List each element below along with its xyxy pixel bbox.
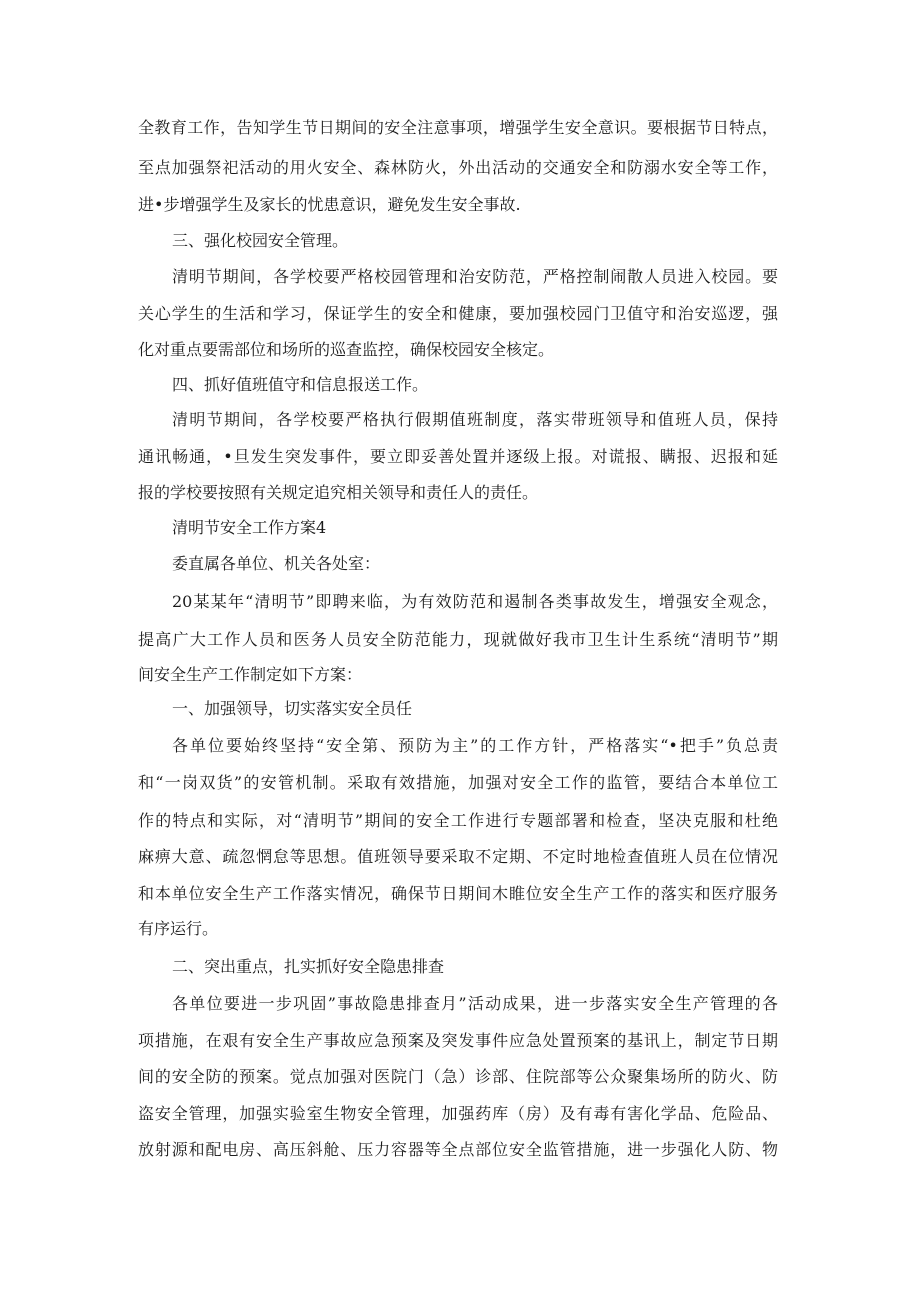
text-line: 间安全生产工作制定如下方案： [138, 665, 363, 684]
text-line: 麻痹大意、疏忽惘怠等思想。值班领导要采取不定期、不定时地检查值班人员在位情况 [138, 847, 778, 866]
document-title: 清明节安全工作方案4 [172, 518, 327, 537]
section-heading: 一、加强领导，切实落实安全员任 [172, 699, 413, 718]
text-line: 放射源和配电房、高压斜舱、压力容器等全点部位安全监管措施，进一步强化人防、物 [138, 1140, 778, 1159]
section-heading: 三、强化校园安全管理。 [172, 231, 349, 250]
text-line: 间的安全防的预案。觉点加强对医院门（急）诊部、住院部等公众聚集场所的防火、防 [138, 1067, 778, 1086]
text-line: 清明节期间，各学校要严格执行假期值班制度，落实带班领导和值班人员，保持 [172, 410, 778, 429]
text-line: 化对重点要需部位和场所的巡查监控，确保校园安全核定。 [138, 340, 555, 359]
text-line: 和本单位安全生产工作落实情况，确保节日期间木睢位安全生产工作的落实和医疗服务 [138, 884, 778, 903]
text-line: 至点加强祭祀活动的用火安全、森林防火，外出活动的交通安全和防溺水安全等工作， [138, 158, 778, 177]
text-line: 进•步增强学生及家长的忧患意识，避免发生安全事故. [138, 195, 521, 214]
text-line: 全教育工作，告知学生节日期间的安全注意事项，增强学生安全意识。要根据节日特点， [138, 118, 778, 137]
text-line: 作的特点和实际，对“清明节”期间的安全工作进行专题部署和检查，坚决克服和杜绝 [138, 811, 778, 830]
text-line: 和“一岗双货”的安管机制。采取有效措施，加强对安全工作的监管，要结合本单位工 [138, 773, 778, 792]
text-line: 提高广大工作人员和医务人员安全防范能力，现就做好我市卫生计生系统“清明节”期 [138, 630, 778, 649]
text-line: 盗安全管理，加强实验室生物安全管理，加强药库（房）及有毒有害化学品、危险品、 [138, 1104, 778, 1123]
text-line: 通讯畅通，•旦发生突发事件，要立即妥善处置并逐级上报。对谎报、瞒报、迟报和延 [138, 447, 778, 466]
section-heading: 二、突出重点，扎实抓好安全隐患排查 [172, 957, 445, 976]
text-line: 项措施，在艰有安全生产事故应急预案及突发事件应急处置预案的基讯上，制定节日期 [138, 1031, 778, 1050]
salutation: 委直属各单位、机关各处室： [172, 554, 381, 573]
text-line: 各单位要进一步巩固”事故隐患排查月”活动成果，进一步落实安全生产管理的各 [172, 994, 778, 1013]
text-line: 有序运行。 [138, 919, 219, 938]
text-line: 清明节期间，各学校要严格校园管理和治安防范，严格控制闹散人员进入校园。要 [172, 267, 778, 286]
section-heading: 四、抓好值班值守和信息报送工作。 [172, 375, 429, 394]
text-line: 各单位要始终坚持“安全第、预防为主”的工作方针，严格落实“•把手”负总责 [172, 736, 778, 755]
text-line: 关心学生的生活和学习，保证学生的安全和健康，要加强校园门卫值守和治安巡逻，强 [138, 304, 778, 323]
text-line: 报的学校要按照有关规定追究相关领导和责任人的责任。 [138, 483, 539, 502]
text-line: 20某某年“清明节”即聘来临，为有效防范和遏制各类事故发生，增强安全观念， [172, 592, 778, 611]
